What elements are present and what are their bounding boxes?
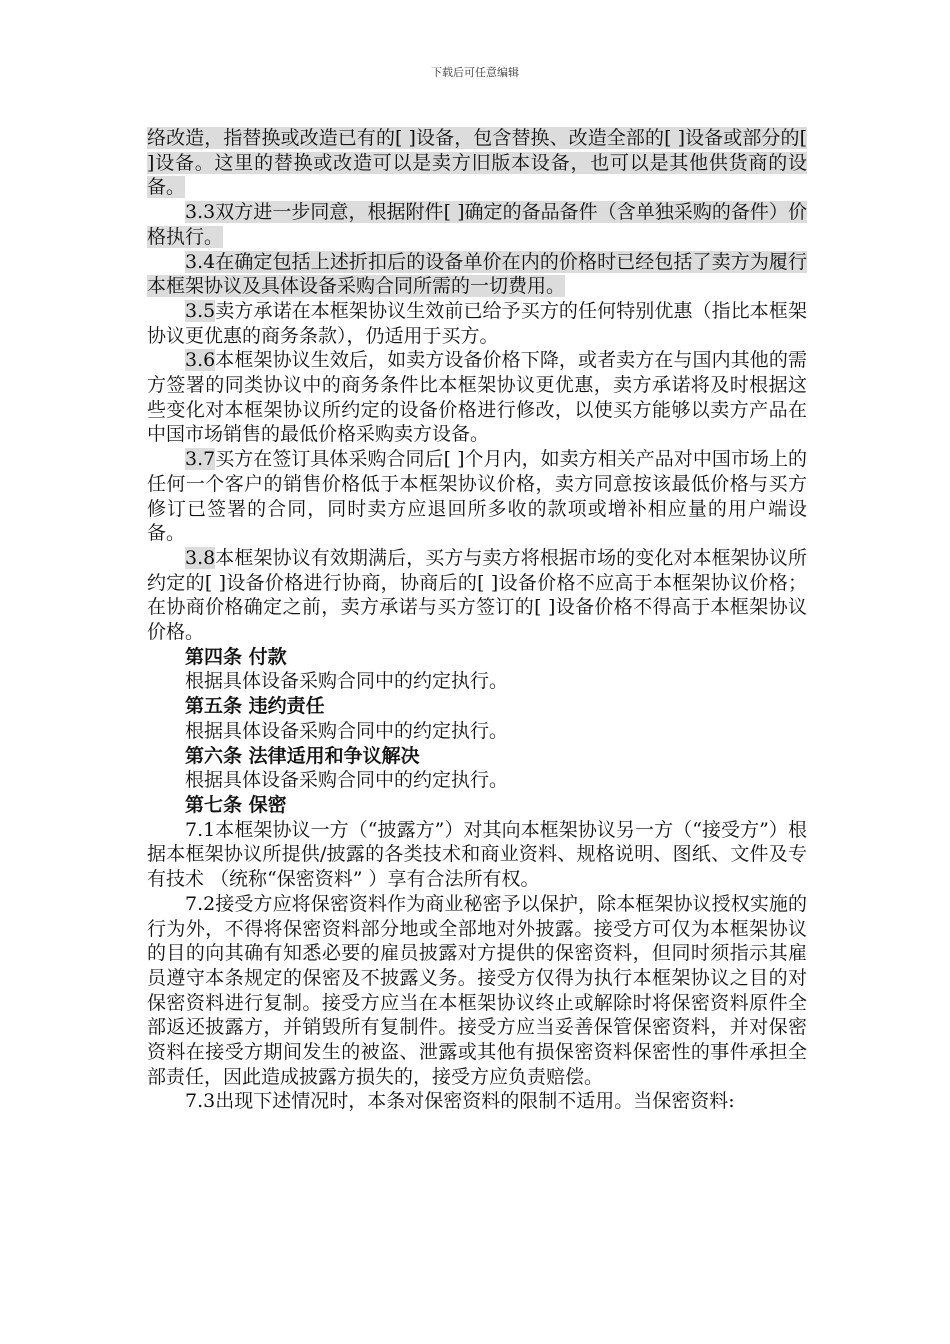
- clause-7-2: 7.2接受方应将保密资料作为商业秘密予以保护，除本框架协议授权实施的行为外，不得将保密资料部分地或全部地对外披露。接受方可仅为本框架协议的目的向其确有知悉必要的雇员披露对方提供的保密资料，但同时须指示其雇员遵守本条规定的保密及不披露义务。接受方仅得为执行本框架协议之目的对保密资料进行复制。接受方应当在本框架协议终止或解除时将保密资料原件全部返还披露方，并销毁所有复制件。接受方应当妥善保管保密资料，并对保密资料在接受方期间发生的被盗、泄露或其他有损保密资料保密性的事件承担全部责任，因此造成披露方损失的，接受方应负责赔偿。: [147, 892, 807, 1088]
- clause-3-5: [147, 299, 807, 348]
- clause-number: 3.6: [185, 349, 216, 372]
- clause-number: 3.8: [185, 546, 216, 569]
- highlighted-text: 络改造，指替换或改造已有的[ ]设备，包含替换、改造全部的[ ]设备或部分的[ ]设备。这里的替换或改造可以是卖方旧版本设备，也可以是其他供货商的设备。: [147, 127, 807, 199]
- article-6-text: 根据具体设备采购合同中的约定执行。: [185, 769, 509, 792]
- article-5-heading: 第五条 违约责任: [185, 695, 325, 718]
- paragraph-continuation: [147, 126, 807, 200]
- article-4-heading: 第四条 付款: [185, 645, 287, 668]
- clause-3-7: [147, 447, 807, 546]
- clause-text: 买方在签订具体采购合同后[ ]个月内，如卖方相关产品对中国市场上的任何一个客户的销售价格低于本框架协议价格，卖方同意按该最低价格与买方修订已签署的合同，同时卖方应退回所多收的款项或增补相应量的用户端设备。: [147, 448, 807, 545]
- highlighted-text: 3.3双方进一步同意，根据附件[ ]确定的备品备件（含单独采购的备件）价格执行。: [147, 201, 807, 248]
- clause-3-8: [147, 546, 807, 645]
- clause-7-3: 7.3出现下述情况时，本条对保密资料的限制不适用。当保密资料:: [185, 1090, 735, 1113]
- clause-3-4: [147, 250, 807, 299]
- article-6-heading: 第六条 法律适用和争议解决: [185, 744, 420, 767]
- clause-text: 本框架协议有效期满后，买方与卖方将根据市场的变化对本框架协议所约定的[ ]设备价格进行协商，协商后的[ ]设备价格不应高于本框架协议价格；在协商价格确定之前，卖方承诺与买方签订的[ ]设备价格不得高于本框架协议价格。: [147, 546, 807, 644]
- clause-7-1: 7.1本框架协议一方（“披露方”）对其向本框架协议另一方（“接受方”）根据本框架协议所提供/披露的各类技术和商业资料、规格说明、图纸、文件及专有技术 （统称“保密资料” ）享有合法所有权。: [147, 818, 807, 891]
- document-body: [147, 126, 807, 1114]
- clause-number: 3.7: [185, 448, 216, 471]
- article-4-text: 根据具体设备采购合同中的约定执行。: [185, 670, 509, 693]
- highlighted-text: 3.4在确定包括上述折扣后的设备单价在内的价格时已经包括了卖方为履行本框架协议及具体设备采购合同所需的一切费用。: [147, 250, 807, 298]
- clause-number: 3.5: [185, 299, 216, 322]
- clause-text: 本框架协议生效后，如卖方设备价格下降，或者卖方在与国内其他的需方签署的同类协议中的商务条件比本框架协议更优惠，卖方承诺将及时根据这些变化对本框架协议所约定的设备价格进行修改，以使买方能够以卖方产品在中国市场销售的最低价格采购卖方设备。: [147, 349, 807, 446]
- page-header: 下载后可任意编辑: [431, 66, 519, 79]
- article-7-heading: 第七条 保密: [185, 793, 287, 816]
- article-5-text: 根据具体设备采购合同中的约定执行。: [185, 719, 509, 742]
- clause-3-6: [147, 348, 807, 447]
- clause-text: 卖方承诺在本框架协议生效前已给予买方的任何特别优惠（指比本框架协议更优惠的商务条款），仍适用于买方。: [147, 299, 807, 347]
- clause-3-3: [147, 200, 807, 249]
